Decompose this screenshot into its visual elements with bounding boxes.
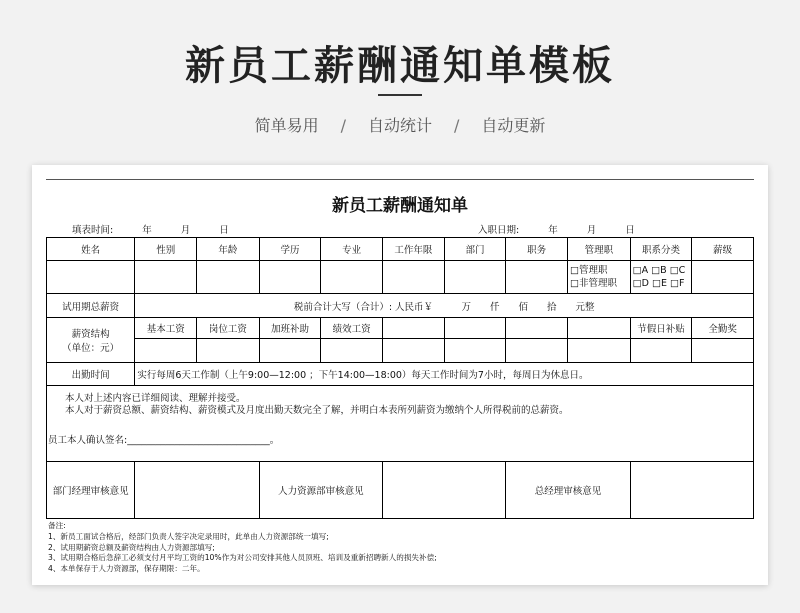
structure-label-line1: 薪资结构 xyxy=(71,329,110,340)
position-cell[interactable] xyxy=(506,261,568,294)
fill-time xyxy=(72,222,255,236)
department-cell[interactable] xyxy=(444,261,506,294)
header-row xyxy=(47,238,754,261)
feature-1: 简单易用 xyxy=(254,116,319,135)
structure-value-row xyxy=(47,339,754,363)
probation-amount[interactable]: 税前合计大写（合计）: 人民币￥ 万 仟 佰 拾 元整 xyxy=(135,294,754,318)
classification-options xyxy=(630,261,692,294)
education-cell[interactable] xyxy=(259,261,321,294)
entry-date-label: 入职日期: xyxy=(478,225,520,236)
feature-3: 自动更新 xyxy=(481,116,546,135)
attendance-bonus-header: 全勤奖 xyxy=(692,318,754,339)
blank-header-4 xyxy=(567,318,630,339)
col-age: 年龄 xyxy=(197,238,260,261)
performance-value[interactable] xyxy=(321,339,383,363)
years-cell[interactable] xyxy=(383,261,445,294)
gm-review-label: 总经理审核意见 xyxy=(506,462,630,519)
hr-review-label: 人力资源部审核意见 xyxy=(259,462,382,519)
blank-header-1 xyxy=(383,318,445,339)
sheet-top-rule xyxy=(46,179,754,180)
statement-line1: 本人对上述内容已详细阅读、理解并接受。 xyxy=(65,393,246,404)
option-e[interactable]: □E xyxy=(651,278,667,289)
blank-header-3 xyxy=(506,318,568,339)
note-1: 1、新员工面试合格后，经部门负责人签字决定录用时，此单由人力资源部统一填写; xyxy=(48,531,329,541)
notes-title: 备注: xyxy=(48,521,66,530)
management-options xyxy=(567,261,630,294)
col-classification: 职系分类 xyxy=(630,238,692,261)
col-management: 管理职 xyxy=(567,238,630,261)
entry-month: 月 xyxy=(586,225,597,236)
col-department: 部门 xyxy=(444,238,506,261)
signature-blank[interactable]: ______________________________。 xyxy=(127,435,280,446)
feature-2: 自动统计 xyxy=(367,116,432,135)
holiday-allowance-header: 节假日补贴 xyxy=(630,318,692,339)
basic-salary-value[interactable] xyxy=(135,339,197,363)
hr-review-box[interactable] xyxy=(383,462,506,519)
blank-header-2 xyxy=(444,318,506,339)
attendance-bonus-value[interactable] xyxy=(692,339,754,363)
form-sheet xyxy=(32,165,768,585)
age-cell[interactable] xyxy=(197,261,260,294)
blank-value-4[interactable] xyxy=(567,339,630,363)
note-2: 2、试用期薪资总额及薪资结构由人力资源部填写; xyxy=(48,542,215,552)
signature-line xyxy=(47,435,753,447)
note-4: 4、本单保存于人力资源部，保存期限：二年。 xyxy=(48,564,205,574)
statement-line2: 本人对于薪资总额、薪资结构、薪资模式及月度出勤天数完全了解，并明白本表所列薪资为缴纳个人所得税前的总薪资。 xyxy=(65,405,569,416)
option-c[interactable]: □C xyxy=(669,265,686,276)
structure-header-row xyxy=(47,318,754,339)
fill-day: 日 xyxy=(219,225,229,236)
fill-year: 年 xyxy=(142,225,152,236)
statement-cell xyxy=(47,386,754,462)
separator-1: / xyxy=(340,116,346,135)
col-years: 工作年限 xyxy=(383,238,445,261)
post-salary-header: 岗位工资 xyxy=(197,318,260,339)
signature-label: 员工本人确认签名: xyxy=(48,435,128,446)
probation-label: 试用期总薪资 xyxy=(47,294,135,318)
banner-title: 新员工薪酬通知单模板 xyxy=(185,43,615,89)
col-position: 职务 xyxy=(506,238,568,261)
grade-cell[interactable] xyxy=(692,261,754,294)
major-cell[interactable] xyxy=(321,261,383,294)
option-d[interactable]: □D xyxy=(632,278,649,289)
structure-label xyxy=(47,318,135,363)
fill-month: 月 xyxy=(180,225,191,236)
dept-review-box[interactable] xyxy=(135,462,259,519)
option-b[interactable]: □B xyxy=(651,265,667,276)
col-name: 姓名 xyxy=(47,238,135,261)
blank-value-3[interactable] xyxy=(506,339,568,363)
col-major: 专业 xyxy=(321,238,383,261)
option-a[interactable]: □A xyxy=(632,265,649,276)
blank-value-1[interactable] xyxy=(383,339,445,363)
notes-section xyxy=(48,521,437,575)
entry-date xyxy=(478,222,661,236)
work-time-row xyxy=(47,363,754,386)
holiday-allowance-value[interactable] xyxy=(630,339,692,363)
post-salary-value[interactable] xyxy=(197,339,260,363)
form-title: 新员工薪酬通知单 xyxy=(332,196,468,216)
work-time-label: 出勤时间 xyxy=(47,363,135,386)
banner-features xyxy=(0,113,800,136)
basic-salary-header: 基本工资 xyxy=(135,318,197,339)
blank-value-2[interactable] xyxy=(444,339,506,363)
structure-label-line2: （单位：元） xyxy=(62,343,120,354)
col-gender: 性别 xyxy=(135,238,197,261)
probation-row xyxy=(47,294,754,318)
title-divider xyxy=(378,94,422,96)
option-f[interactable]: □F xyxy=(670,278,685,289)
statement-row xyxy=(47,386,754,462)
overtime-value[interactable] xyxy=(259,339,321,363)
dept-review-label: 部门经理审核意见 xyxy=(47,462,135,519)
col-grade: 薪级 xyxy=(692,238,754,261)
option-management[interactable]: □管理职 xyxy=(569,265,608,276)
salary-form-table xyxy=(46,237,754,519)
col-education: 学历 xyxy=(259,238,321,261)
entry-day: 日 xyxy=(625,225,635,236)
entry-year: 年 xyxy=(548,225,558,236)
note-3: 3、试用期合格后急辞工必须支付月平均工资的10%作为对公司安排其他人员顶班、培训及重新招聘新人的损失补偿; xyxy=(48,553,437,563)
employee-info-row xyxy=(47,261,754,294)
fill-time-label: 填表时间: xyxy=(72,225,114,236)
overtime-header: 加班补助 xyxy=(259,318,321,339)
gm-review-box[interactable] xyxy=(630,462,753,519)
review-row xyxy=(47,462,754,519)
option-non-management[interactable]: □非管理职 xyxy=(569,278,617,289)
separator-2: / xyxy=(454,116,460,135)
gender-cell[interactable] xyxy=(135,261,197,294)
performance-header: 绩效工资 xyxy=(321,318,383,339)
work-time-text: 实行每周6天工作制（上午9:00—12:00 ；下午14:00—18:00）每天工作时间为7小时，每周日为休息日。 xyxy=(135,363,754,386)
name-cell[interactable] xyxy=(47,261,135,294)
